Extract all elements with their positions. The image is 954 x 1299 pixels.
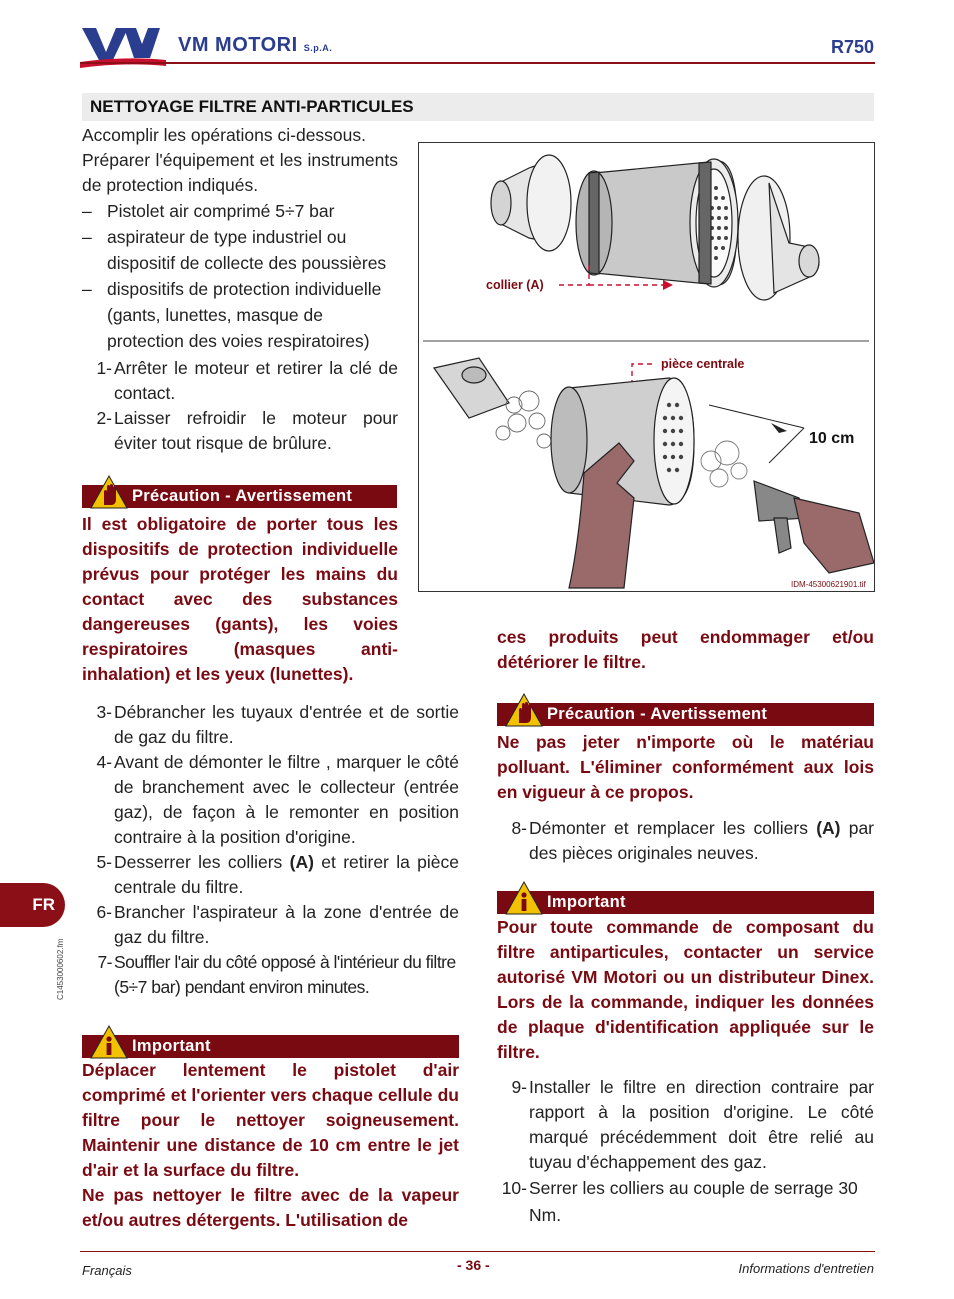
collar-label: collier (A): [486, 278, 544, 292]
bullet-text: Pistolet air comprimé 5÷7 bar: [107, 201, 335, 221]
step-number: 5-: [96, 852, 112, 872]
intro-line-1: Accomplir les opérations ci-dessous.: [82, 125, 367, 145]
cleaning-scene: [434, 358, 874, 588]
step-text: [114, 850, 459, 900]
bullet-text: aspirateur de type industriel ou dispositif de collecte des poussières: [107, 227, 387, 273]
step-number: 6-: [96, 902, 112, 922]
step-text-part: par des pièces originales neuves.: [529, 818, 875, 863]
step-text: Installer le filtre en direction contraire par rapport à la position d'origine. Le côté marqué précédemment doit être relié au tuyau d'échappement des gaz.: [529, 1077, 874, 1172]
model-name: R750: [830, 37, 874, 57]
bullet-text: dispositifs de protection individuelle (gants, lunettes, masque de protection des voies respiratoires): [107, 279, 382, 351]
step-text: Souffler l'air du côté opposé à l'intérieur du filtre (5÷7 bar) pendant environ minutes.: [114, 952, 456, 997]
step-6: [82, 900, 459, 950]
important-banner-2: [497, 891, 874, 914]
footer-section: Informations d'entretien: [738, 1261, 874, 1276]
step-number: 4-: [96, 752, 112, 772]
header-rule: [80, 62, 875, 64]
step-text: [529, 816, 874, 866]
step-4: [82, 750, 459, 850]
step-number: 8-: [511, 818, 527, 838]
important-text-3: Pour toute commande de composant du filtre antiparticules, contacter un service autorisé VM Motori ou un distributeur Dinex. Lors de la commande, indiquer les données de plaque d'identification appliquée sur le filtre.: [497, 917, 874, 1062]
footer-language: Français: [82, 1263, 132, 1278]
step-10: [497, 1175, 874, 1227]
step-number: 9-: [511, 1077, 527, 1097]
figure-code: IDM-45300621901.tif: [791, 580, 866, 589]
distance-label: 10 cm: [809, 430, 855, 447]
step-3: [82, 700, 459, 750]
step-number: 1-: [96, 358, 112, 378]
hand-stop-icon: [505, 693, 543, 734]
step-2: [82, 406, 398, 456]
step-text: Avant de démonter le filtre , marquer le côté de branchement avec le collecteur (entrée gaz), de façon à le remonter en position contraire à la position d'origine.: [114, 752, 459, 847]
important-text-2-start: Ne pas nettoyer le filtre avec de la vapeur et/ou autres détergents. L'utilisation de: [82, 1185, 459, 1230]
step-1: [82, 356, 398, 406]
step-text: Serrer les colliers au couple de serrage 30 Nm.: [529, 1178, 858, 1225]
center-piece-label: pièce centrale: [661, 357, 745, 371]
step-text: Brancher l'aspirateur à la zone d'entrée de gaz du filtre.: [114, 902, 459, 947]
step-text-part: Desserrer les colliers: [114, 852, 290, 872]
important-text-1: Déplacer lentement le pistolet d'air comprimé et l'orienter vers chaque cellule du filtre pour le nettoyer soigneusement. Maintenir une distance de 10 cm entre le jet d'air et la surface du filtre.: [82, 1060, 459, 1180]
section-title: NETTOYAGE FILTRE ANTI-PARTICULES: [82, 93, 874, 121]
warning-label: Précaution - Avertissement: [132, 487, 353, 505]
intro-line-2: Préparer l'équipement et les instruments de protection indiqués.: [82, 150, 398, 195]
step-number: 10-: [501, 1178, 527, 1198]
warning-text-2: Ne pas jeter n'importe où le matériau polluant. L'éliminer conformément aux lois en vigueur à ce propos.: [497, 732, 874, 802]
important-banner-1: [82, 1035, 459, 1058]
brand-suffix: S.p.A.: [303, 43, 333, 53]
warning-label: Précaution - Avertissement: [547, 705, 768, 723]
step-9: [497, 1075, 874, 1175]
important-text-2-end: ces produits peut endommager et/ou détériorer le filtre.: [497, 627, 874, 672]
brand-name: [178, 34, 332, 57]
warning-banner-2: [497, 703, 874, 726]
step-ref: (A): [816, 818, 841, 838]
step-text-part: et retirer la pièce centrale du filtre.: [114, 852, 460, 897]
step-number: 7-: [97, 952, 112, 972]
important-label: Important: [547, 893, 626, 911]
bullet-dash: –: [82, 279, 92, 299]
filter-illustration: [418, 142, 875, 592]
step-text-part: Démonter et remplacer les colliers: [529, 818, 817, 838]
bullet-dash: –: [82, 227, 92, 247]
hand-stop-icon: [90, 475, 128, 516]
step-text: Laisser refroidir le moteur pour éviter tout risque de brûlure.: [114, 408, 398, 453]
step-text: Débrancher les tuyaux d'entrée et de sortie de gaz du filtre.: [114, 702, 459, 747]
brand-text: VM MOTORI: [178, 34, 298, 56]
footer-rule: [80, 1251, 875, 1252]
step-number: 2-: [96, 408, 112, 428]
step-ref: (A): [289, 852, 314, 872]
bullet-dash: –: [82, 201, 92, 221]
language-tab: FR: [0, 883, 65, 927]
page-number: - 36 -: [457, 1257, 490, 1273]
step-5: [82, 850, 459, 900]
document-code: C1453000602.fm: [56, 938, 65, 1000]
warning-text-1: Il est obligatoire de porter tous les dispositifs de protection individuelle prévus pour protéger les mains du contact avec des substances dangereuses (gants), les voies respiratoires (masques anti-inhalation) et les yeux (lunettes).: [82, 514, 398, 684]
important-label: Important: [132, 1037, 211, 1055]
step-number: 3-: [96, 702, 112, 722]
step-8: [497, 816, 874, 866]
step-7: [82, 950, 459, 1000]
warning-banner-1: [82, 485, 397, 508]
step-text: Arrêter le moteur et retirer la clé de contact.: [114, 358, 398, 403]
